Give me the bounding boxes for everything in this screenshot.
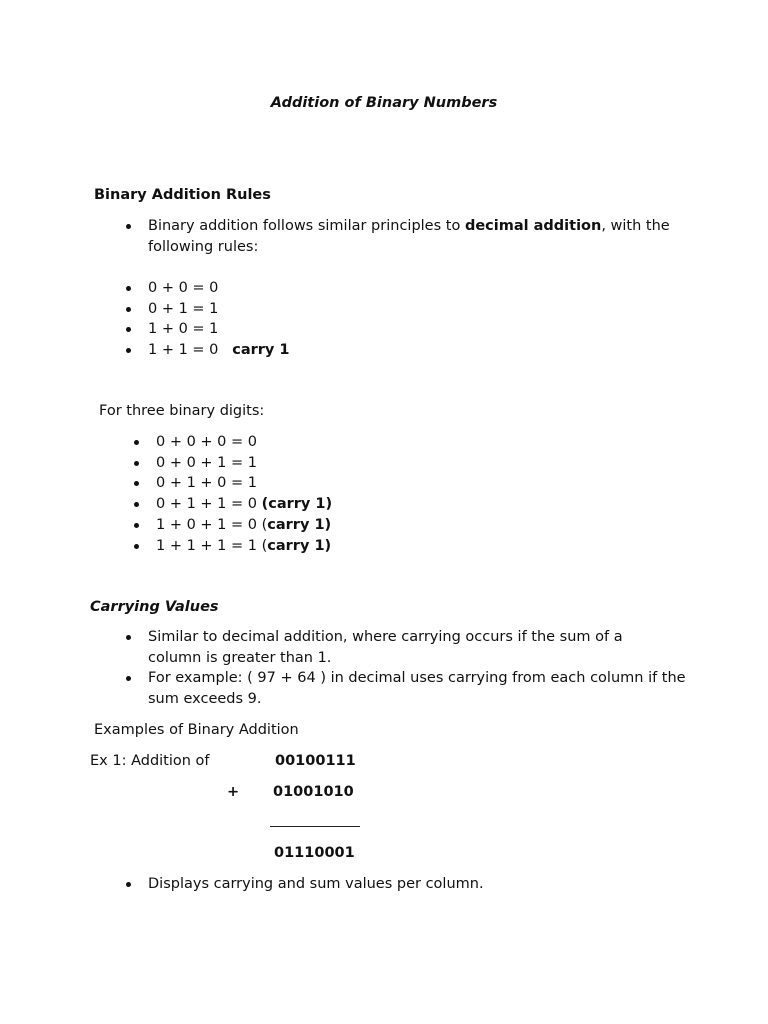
carry-list <box>148 627 686 710</box>
examples-heading: Examples of Binary Addition <box>94 722 299 738</box>
rule-text: 1 + 0 + 1 = 0 ( <box>156 516 268 533</box>
rule-item <box>148 299 290 320</box>
carry-item <box>148 627 686 668</box>
rule-item <box>148 319 290 340</box>
intro-bold: decimal addition <box>464 218 602 234</box>
three-rule-item <box>156 432 332 453</box>
three-rule-item <box>156 494 332 515</box>
rule-item <box>148 340 290 361</box>
intro-suffix: , with the <box>601 218 670 234</box>
three-rule-item <box>156 453 332 474</box>
rule-text: 0 + 0 = 0 <box>148 280 219 296</box>
carrying-heading: Carrying Values <box>90 599 219 615</box>
rule-text: 1 + 1 = 0 <box>148 342 233 359</box>
carry-item <box>148 668 686 709</box>
rule-item <box>148 278 290 299</box>
intro-list <box>148 216 670 257</box>
three-rules-list <box>156 432 332 556</box>
intro-prefix: Binary addition follows similar principles to <box>148 218 465 234</box>
rule-bold: (carry 1) <box>261 496 333 513</box>
rule-bold: carry 1) <box>267 516 332 533</box>
sum-line <box>270 826 360 827</box>
three-digits-heading: For three binary digits: <box>99 403 265 419</box>
final-list <box>148 874 484 895</box>
example-result: 01110001 <box>274 845 355 861</box>
carry-line: Similar to decimal addition, where carrying occurs if the sum of a <box>148 629 623 645</box>
three-rule-item <box>156 515 332 536</box>
rule-text: 1 + 0 = 1 <box>148 321 219 338</box>
rule-text: 0 + 1 + 0 = 1 <box>156 475 258 492</box>
intro-item <box>148 216 670 257</box>
rule-text: 0 + 1 + 1 = 0 <box>156 496 262 513</box>
three-rule-item <box>156 536 332 557</box>
three-rule-item <box>156 473 332 494</box>
plus-sign: + <box>227 784 240 800</box>
rules-list <box>148 278 290 361</box>
example-operand-2: 01001010 <box>273 784 354 800</box>
intro-line2: following rules: <box>148 238 259 255</box>
carry-line: column is greater than 1. <box>148 649 332 666</box>
rules-heading: Binary Addition Rules <box>94 187 271 203</box>
rule-bold: carry 1) <box>267 537 332 554</box>
rule-text: 0 + 0 + 0 = 0 <box>156 434 258 450</box>
rule-text: 0 + 1 = 1 <box>148 300 219 317</box>
final-item: Displays carrying and sum values per column. <box>148 874 484 895</box>
carry-line: sum exceeds 9. <box>148 691 262 708</box>
example-operand-1: 00100111 <box>275 753 356 769</box>
document-title: Addition of Binary Numbers <box>270 95 498 111</box>
carry-line: For example: ( 97 + 64 ) in decimal uses carrying from each column if the <box>148 670 686 687</box>
example-label: Ex 1: Addition of <box>90 753 210 769</box>
rule-text: 1 + 1 + 1 = 1 ( <box>156 537 268 554</box>
rule-text: 0 + 0 + 1 = 1 <box>156 454 258 471</box>
rule-bold: carry 1 <box>232 342 290 359</box>
